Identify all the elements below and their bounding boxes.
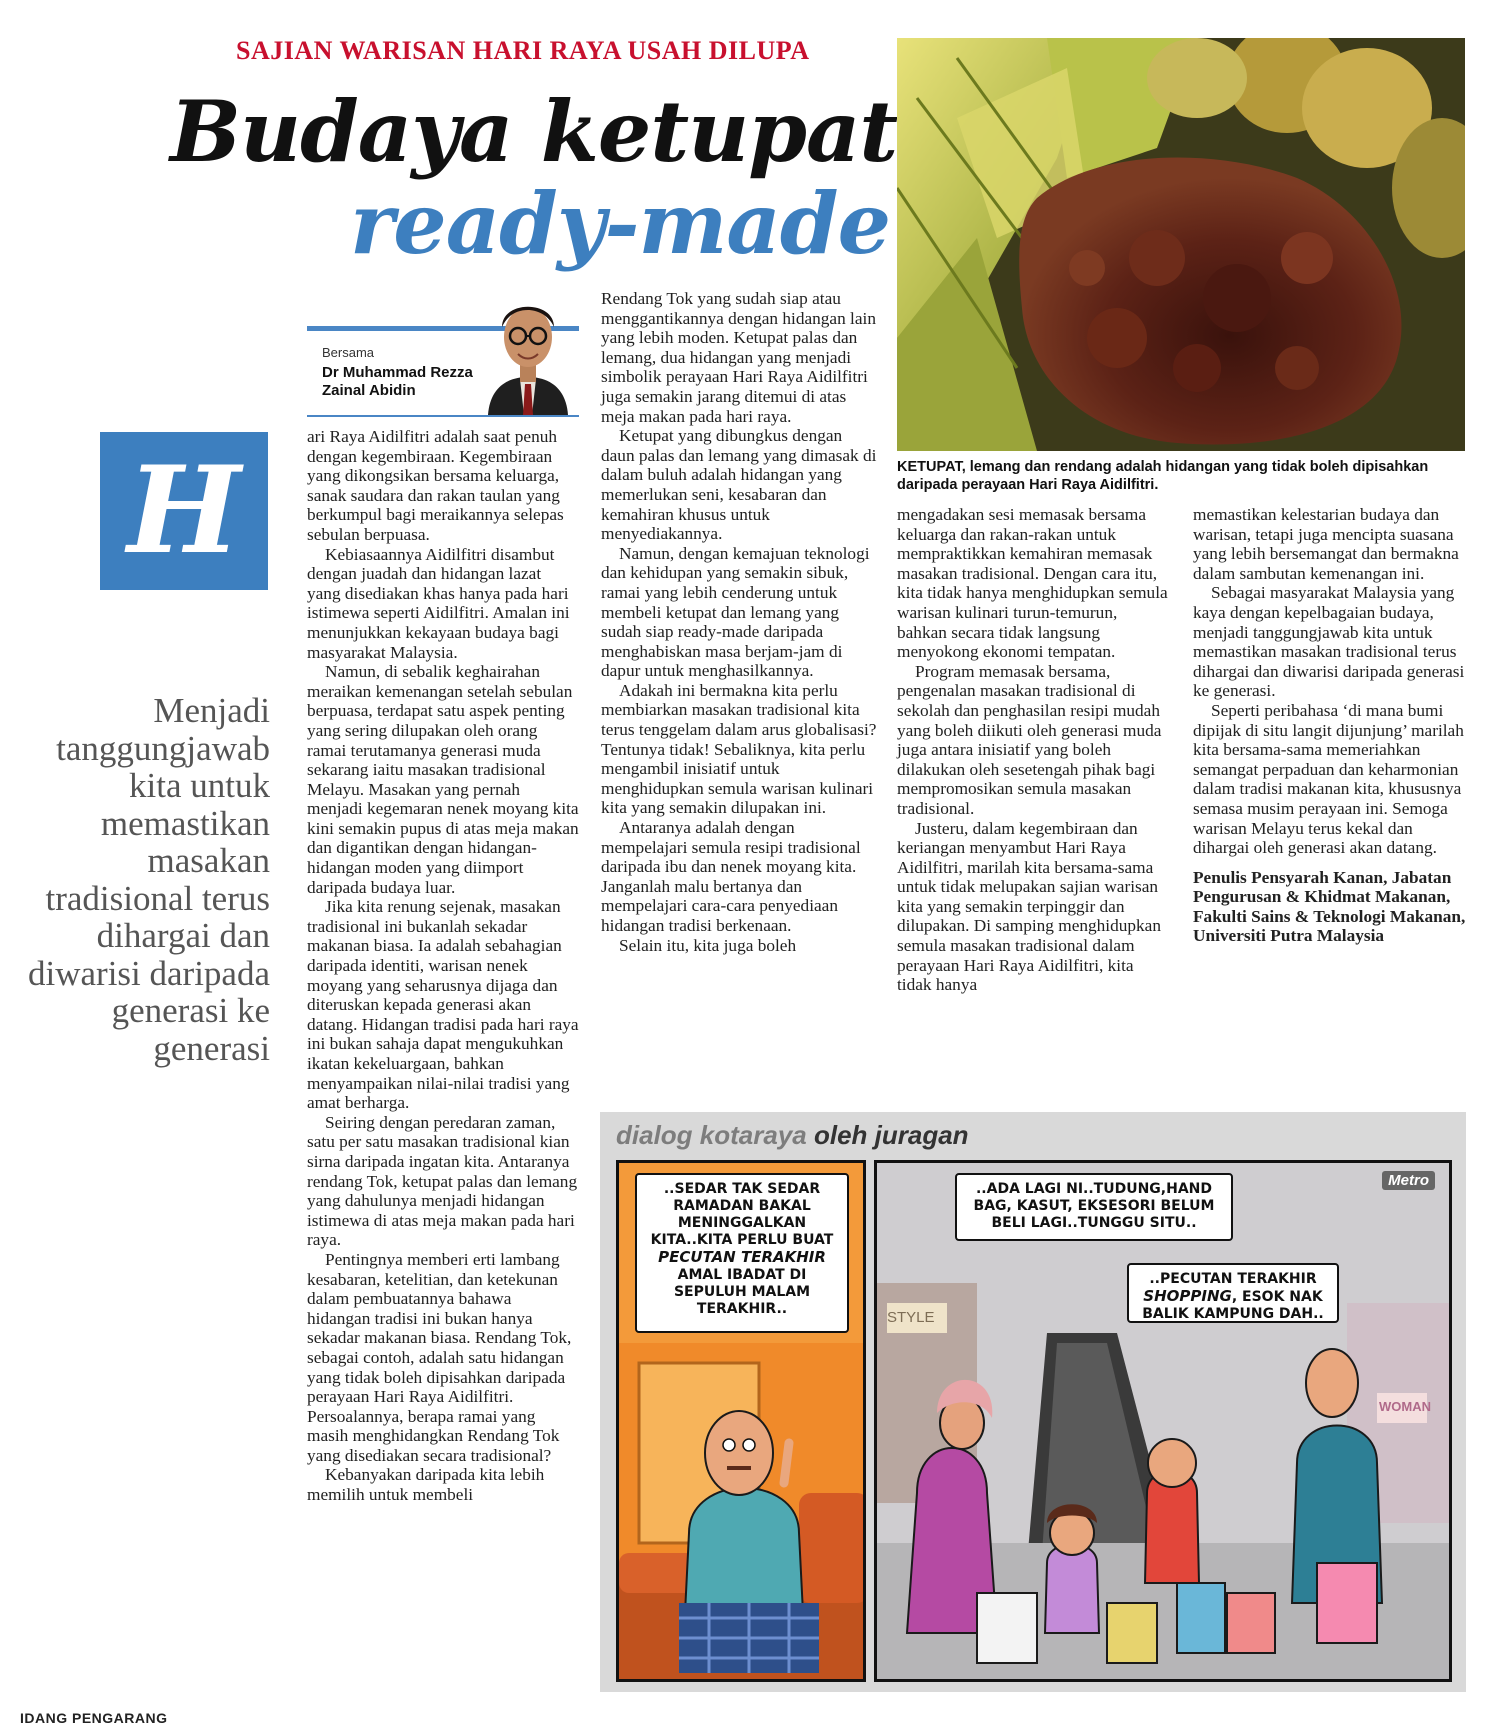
comic-author: oleh juragan [806, 1120, 969, 1150]
paragraph: Program memasak bersama, pengenalan masakan tradisional di sekolah dan penghasilan resipi mudah yang boleh diikuti oleh generasi muda juga antara inisiatif yang boleh dilakukan oleh sesetengah pihak bagi mempromosikan semula masakan tradisional. [897, 661, 1162, 818]
paragraph: Antaranya adalah dengan mempelajari semula resipi tradisional daripada ibu dan nenek moyang kita. Janganlah malu bertanya dan mempelajari cara-cara penyediaan hidangan tradisi berkenaan. [601, 818, 861, 935]
dropcap: H [100, 432, 268, 590]
paragraph: Namun, di sebalik keghairahan meraikan kemenangan setelah sebulan berpuasa, terdapat satu aspek penting yang sering dilupakan oleh orang ramai terutamanya generasi muda sekarang iaitu masakan tradisional Melayu. Masakan yang pernah menjadi kegemaran nenek moyang kita kini semakin pupus di atas meja makan dan digantikan dengan hidangan-hidangan moden yang diimport daripada budaya luar. [307, 662, 579, 897]
comic-strip [600, 1112, 1466, 1692]
comic-panel-1 [616, 1160, 866, 1682]
pull-quote: Menjadi tanggungjawab kita untuk memastikan masakan tradisional terus dihargai dan diwarisi daripada generasi ke generasi [28, 691, 270, 1068]
paragraph: Rendang Tok yang sudah siap atau menggantikannya dengan hidangan lain yang lebih moden. Ketupat palas dan lemang, dua hidangan yang menjadi simbolik perayaan Hari Raya Aidilfitri juga semakin jarang ditemui di atas meja makan pada hari raya. [601, 289, 876, 426]
paragraph: Kebiasaannya Aidilfitri disambut dengan juadah dan hidangan lazat yang disediakan khas hanya pada hari istimewa seperti Aidilfitri. Amalan ini menunjukkan kekayaan budaya bagi masyarakat Malaysia. [307, 544, 570, 662]
paragraph: Jika kita renung sejenak, masakan tradisional ini bukanlah sekadar makanan biasa. Ia adalah sebahagian daripada identiti, warisan nenek moyang yang seharusnya dijaga dan diteruskan kepada generasi akan datang. Hidangan tradisi pada hari raya ini bukan sahaja dapat mengukuhkan ikatan kekeluargaan, bahkan menyampaikan nilai-nilai tradisi yang amat berharga. [307, 897, 579, 1113]
sign-woman: WOMAN [1379, 1399, 1431, 1414]
paragraph: Ketupat yang dibungkus dengan daun palas dan lemang yang dimasak di dalam buluh adalah hidangan yang memerlukan seni, kesabaran dan kemahiran khusus untuk menyediakannya. [601, 426, 877, 544]
article-column-3 [897, 505, 1169, 995]
article-column-1 [307, 427, 579, 1505]
metro-watermark: Metro [1382, 1171, 1435, 1190]
comic-panel-2 [874, 1160, 1452, 1682]
paragraph: Seperti peribahasa ‘di mana bumi dipijak di situ langit dijunjung’ marilah kita bersama-sama memeriahkan semangat perpaduan dan keharmonian dalam tradisi makanan kita, khususnya semasa musim perayaan ini. Semoga warisan Melayu terus kekal dan dihargai oleh generasi akan datang. [1193, 700, 1464, 858]
bubble-1-emphasis: PECUTAN TERAKHIR [658, 1248, 826, 1266]
headline-line2: ready-made [350, 174, 891, 273]
paragraph: Adakah ini bermakna kita perlu membiarkan masakan tradisional kita terus tenggelam dalam arus globalisasi? Tentunya tidak! Sebaliknya, kita perlu mengambil inisiatif untuk menghidupkan semula warisan kulinari kita yang semakin dilupakan ini. [601, 680, 877, 818]
author-note: Penulis Pensyarah Kanan, Jabatan Pengurusan & Khidmat Makanan, Fakulti Sains & Teknologi Makanan, Universiti Putra Malaysia [1193, 867, 1466, 946]
paragraph: mengadakan sesi memasak bersama keluarga dan rakan-rakan untuk mempraktikkan kemahiran memasak masakan tradisional. Dengan cara itu, kita tidak hanya menghidupkan semula warisan kulinari turun-temurun, bahkan secara tidak langsung menyokong ekonomi tempatan. [897, 505, 1168, 662]
headline-line1: Budaya ketupat [170, 82, 898, 181]
paragraph: Seiring dengan peredaran zaman, satu per satu masakan tradisional kian sirna daripada ingatan kita. Antaranya rendang Tok, ketupat palas dan lemang yang dahulunya menjadi hidangan istimewa di atas meja makan pada hari raya. [307, 1112, 578, 1250]
photo-caption: KETUPAT, lemang dan rendang adalah hidangan yang tidak boleh dipisahkan daripada perayaan Hari Raya Aidilfitri. [897, 459, 1429, 493]
kicker: SAJIAN WARISAN HARI RAYA USAH DILUPA [236, 36, 810, 65]
byline-rule-bottom [307, 415, 579, 417]
paragraph: ari Raya Aidilfitri adalah saat penuh dengan kegembiraan. Kegembiraan yang dikongsikan bersama keluarga, sanak saudara dan rakan taulan yang berkumpul bagi meraikannya selepas sebulan berpuasa. [307, 427, 564, 544]
bubble-1-text-a: ..SEDAR TAK SEDAR RAMADAN BAKAL MENINGGALKAN KITA..KITA PERLU BUAT [650, 1181, 834, 1248]
speech-bubble-2: ..ADA LAGI NI..TUDUNG,HAND BAG, KASUT, EKSESORI BELUM BELI LAGI..TUNGGU SITU.. [955, 1173, 1233, 1241]
bubble-3-text-a: ..PECUTAN TERAKHIR [1149, 1271, 1317, 1287]
speech-bubble-3 [1127, 1263, 1339, 1323]
speech-bubble-1 [635, 1173, 849, 1333]
paragraph: Pentingnya memberi erti lambang kesabaran, ketelitian, dan ketekunan dalam pembuatannya bahawa hidangan tradisi ini bukan hanya sekadar makanan biasa. Rendang Tok, sebagai contoh, adalah satu hidangan yang tidak boleh dipisahkan daripada perayaan Hari Raya Aidilfitri. Persoalannya, berapa ramai yang masih menghidangkan Rendang Tok yang disediakan secara tradisional? [307, 1249, 572, 1465]
paragraph: memastikan kelestarian budaya dan warisan, tetapi juga mencipta suasana yang lebih bersemangat dan bermakna dalam sambutan kemenangan ini. [1193, 505, 1459, 583]
comic-title [616, 1120, 969, 1151]
paragraph: Kebanyakan daripada kita lebih memilih untuk membeli [307, 1465, 545, 1505]
sign-style: STYLE [887, 1309, 935, 1326]
paragraph: Justeru, dalam kegembiraan dan keriangan menyambut Hari Raya Aidilfitri, marilah kita bersama-sama untuk tidak melupakan sajian warisan kita yang semakin terpinggir dan dilupakan. Di samping menghidupkan semula masakan tradisional dalam perayaan Hari Raya Aidilfitri, kita tidak hanya [897, 818, 1161, 995]
paragraph: Sebagai masyarakat Malaysia yang kaya dengan kepelbagaian budaya, menjadi tanggungjawab kita untuk memastikan masakan tradisional terus dihargai dan diwarisi daripada generasi ke generasi. [1193, 583, 1465, 701]
comic-series-name: dialog kotaraya [616, 1120, 807, 1150]
bubble-1-text-b: AMAL IBADAT DI SEPULUH MALAM TERAKHIR.. [673, 1267, 811, 1317]
section-tag: IDANG PENGARANG [20, 1710, 168, 1726]
bubble-3-text-b: , ESOK NAK BALIK KAMPUNG DAH.. [1142, 1289, 1324, 1322]
paragraph: Namun, dengan kemajuan teknologi dan kehidupan yang semakin sibuk, ramai yang lebih cenderung untuk membeli ketupat dan lemang yang sudah siap ready-made daripada menghabiskan masa berjam-jam di dapur untuk menghasilkannya. [601, 543, 870, 681]
author-photo [478, 282, 578, 415]
ketupat-rendang-photo [897, 38, 1465, 451]
article-column-4 [1193, 505, 1467, 946]
author-name: Dr Muhammad Rezza Zainal Abidin [322, 364, 473, 399]
bubble-3-emphasis: SHOPPING [1143, 1287, 1232, 1305]
paragraph: Selain itu, kita juga boleh [619, 935, 797, 955]
byline-label: Bersama [322, 345, 375, 360]
article-column-2 [601, 289, 877, 955]
